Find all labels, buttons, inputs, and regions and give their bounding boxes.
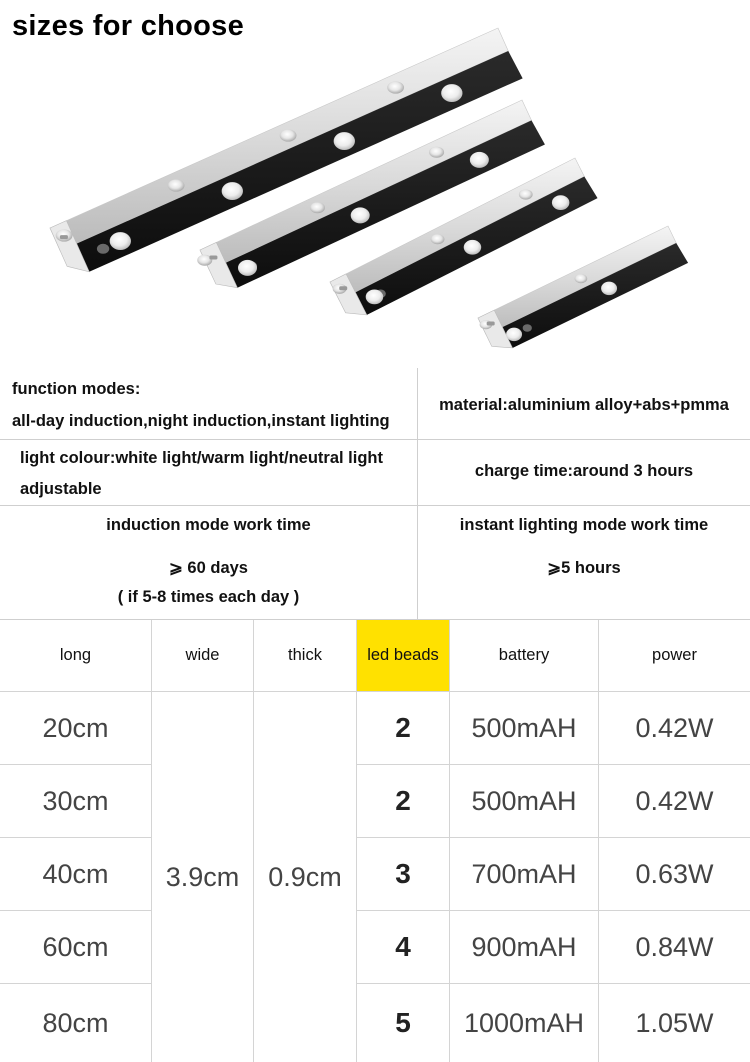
led-bead-icon [334,132,355,150]
cell-power: 0.84W [599,911,750,984]
header-wide: wide [152,620,254,692]
led-bead-icon [464,240,481,255]
cell-long: 20cm [0,692,152,765]
spec-grid [0,368,750,620]
cell-led-beads: 2 [357,765,450,838]
header-battery: battery [450,620,599,692]
cell-thick-merged: 0.9cm [254,692,357,1062]
cell-power: 0.42W [599,692,750,765]
instant-title: instant lighting mode work time [459,516,709,534]
led-bead-icon [441,84,462,102]
material-text: material:aluminium alloy+abs+pmma [439,396,729,414]
charging-port-icon [487,322,495,326]
light-colour-text: light colour:white light/warm light/neutral light [20,449,383,467]
instant-work-time-cell [418,506,750,620]
product-hero [0,0,750,368]
material-cell [418,368,750,440]
function-modes-value: all-day induction,night induction,instant lighting [12,412,390,430]
charging-port-icon [339,286,347,290]
sensor-icon [97,244,109,254]
induction-work-time-cell [0,506,418,620]
induction-note: ( if 5-8 times each day ) [117,588,300,606]
instant-value: ⩾5 hours [547,559,621,577]
led-bead-icon [519,189,533,199]
cell-long: 80cm [0,984,152,1062]
led-bead-icon [168,179,185,191]
led-bead-icon [110,232,131,250]
led-bead-icon [575,274,588,283]
cell-power: 0.63W [599,838,750,911]
light-bars-illustration [0,0,750,368]
cell-long: 60cm [0,911,152,984]
hero-title: sizes for choose [12,10,245,42]
cell-led-beads: 5 [357,984,450,1062]
header-power: power [599,620,750,692]
light-colour-cell [0,440,418,506]
led-bead-icon [222,182,243,200]
cell-long: 30cm [0,765,152,838]
led-bead-icon [601,282,617,295]
cell-long: 40cm [0,838,152,911]
induction-value: ⩾ 60 days [169,559,248,577]
charge-time-cell [418,440,750,506]
cell-power: 1.05W [635,1007,714,1038]
induction-title: induction mode work time [106,516,311,534]
light-bar [478,226,688,348]
size-table [0,620,750,1062]
charging-port-icon [60,235,68,239]
cell-wide-merged: 3.9cm [152,692,254,1062]
function-modes-cell [0,368,418,440]
led-bead-icon [470,152,489,168]
sensor-icon [523,324,532,332]
cell-battery: 500mAH [450,765,599,838]
cell-power: 0.42W [599,765,750,838]
led-bead-icon [351,207,370,223]
led-bead-icon [280,129,297,141]
header-thick: thick [254,620,357,692]
cell-led-beads: 3 [357,838,450,911]
led-bead-icon [310,202,325,213]
light-colour-adjustable: adjustable [20,480,102,498]
function-modes-label: function modes: [12,380,141,398]
led-bead-icon [552,195,569,210]
led-bead-icon [366,290,383,305]
led-bead-icon [431,234,445,244]
led-bead-icon [429,147,444,158]
led-bead-icon [387,81,404,93]
cell-battery: 700mAH [450,838,599,911]
led-bead-icon [506,328,522,341]
header-long: long [0,620,152,692]
cell-led-beads: 4 [357,911,450,984]
cell-battery: 1000mAH [450,984,599,1062]
cell-battery: 500mAH [450,692,599,765]
cell-led-beads: 2 [357,692,450,765]
cell-battery: 900mAH [450,911,599,984]
header-led-beads: led beads [357,620,450,692]
led-bead-icon [238,260,257,276]
charging-port-icon [209,256,217,260]
charge-time-text: charge time:around 3 hours [474,462,694,480]
